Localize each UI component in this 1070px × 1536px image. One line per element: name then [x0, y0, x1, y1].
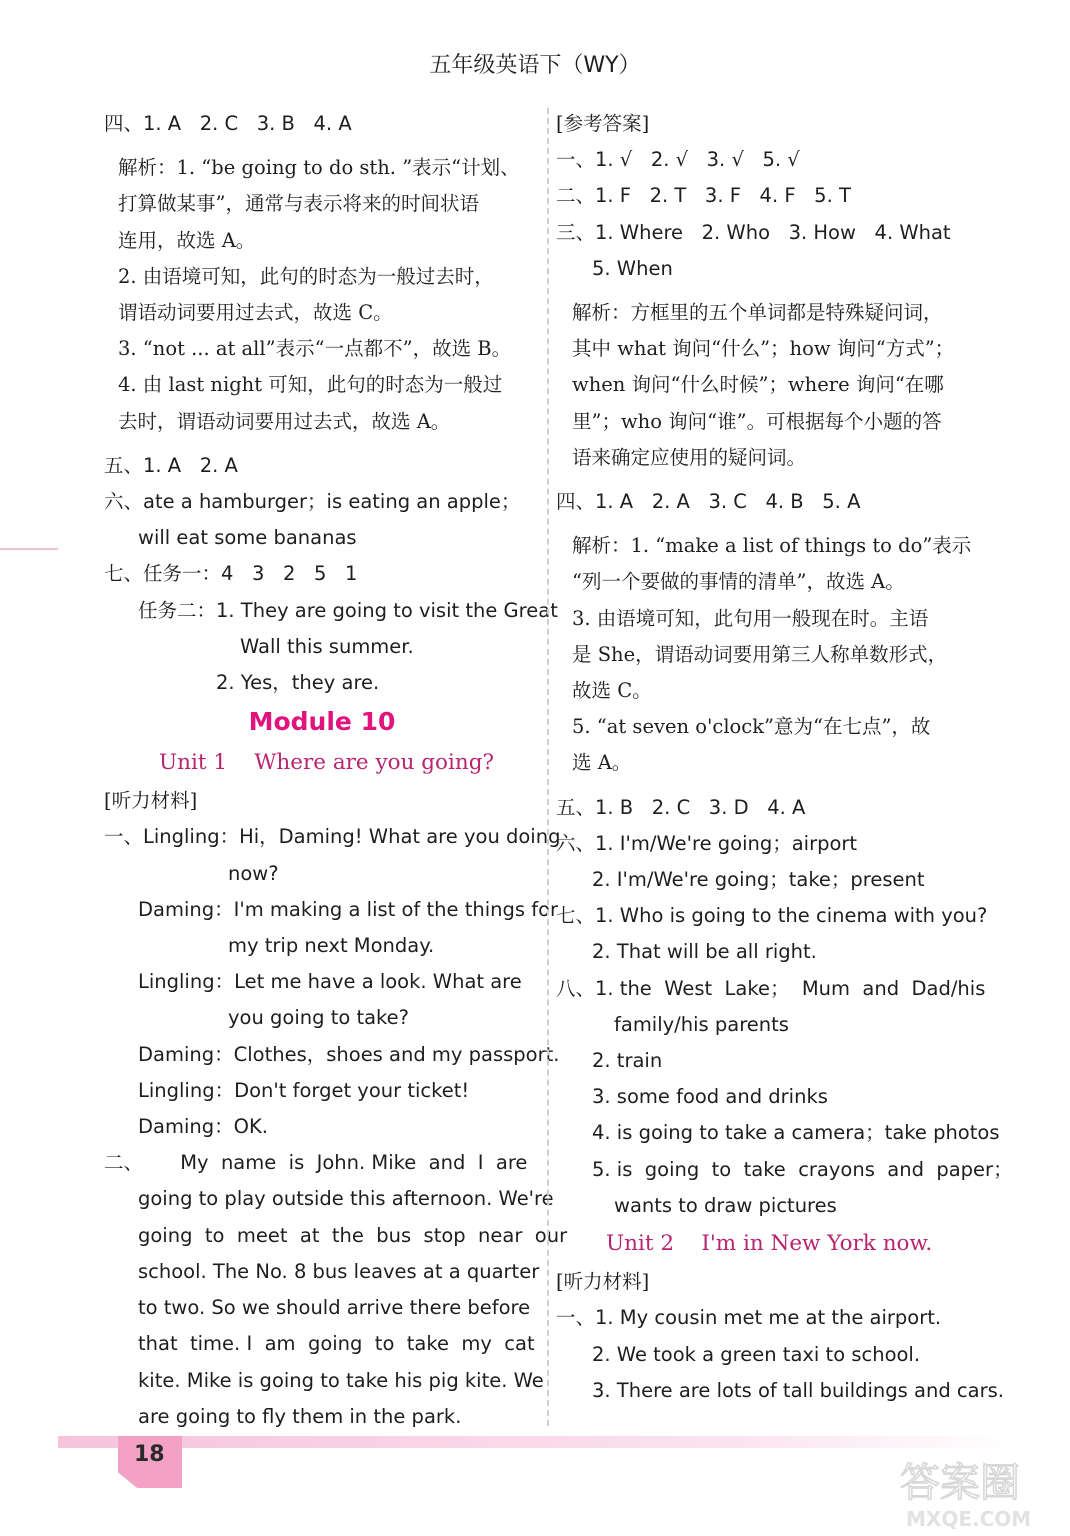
right-column-line: 选 A。 [572, 751, 632, 775]
right-column-line: 5. When [592, 256, 673, 280]
right-column-line: when 询问“什么时候”；where 询问“在哪 [572, 373, 944, 397]
left-column-line: you going to take? [228, 1006, 410, 1030]
left-column-line: Lingling：Don't forget your ticket! [138, 1078, 470, 1102]
column-divider [547, 108, 549, 1426]
right-column-line: [听力材料] [556, 1270, 650, 1294]
right-column-line: 语来确定应使用的疑问词。 [572, 445, 807, 469]
left-column-line: 2. 由语境可知，此句的时态为一般过去时， [118, 264, 494, 288]
spacer [556, 782, 992, 790]
spacer [104, 440, 540, 448]
right-column-line: 是 She，谓语动词要用第三人称单数形式， [572, 642, 948, 666]
left-column-line: Lingling：Let me have a look. What are [138, 970, 522, 994]
left-column-line: Daming：Clothes，shoes and my passport. [138, 1042, 560, 1066]
left-column [104, 106, 568, 1435]
spacer [556, 476, 992, 484]
right-column-line: [参考答案] [556, 112, 650, 135]
right-column-line: “列一个要做的事情的清单”，故选 A。 [572, 570, 905, 594]
right-column-line: 解析：方框里的五个单词都是特殊疑问词， [572, 301, 943, 325]
right-column-line: 五、1. B 2. C 3. D 4. A [556, 795, 806, 819]
right-column-line: 一、1. √ 2. √ 3. √ 5. √ [556, 148, 800, 172]
right-column-line: 3. 由语境可知，此句用一般现在时。主语 [572, 606, 929, 630]
right-column-line: 六、1. I'm/We're going；airport [556, 831, 858, 855]
left-column-line: going to meet at the bus stop near our [138, 1223, 568, 1247]
watermark-text: 答案圈 [900, 1460, 1020, 1506]
watermark-url: MXQE.COM [906, 1507, 1032, 1531]
page-number: 18 [134, 1442, 165, 1467]
left-column-line: 五、1. A 2. A [104, 453, 238, 477]
margin-mark [0, 548, 58, 550]
page-header-title: 五年级英语下（WY） [429, 53, 641, 78]
right-column-line: 解析：1. “make a list of things to do”表示 [572, 534, 972, 558]
spacer [556, 287, 992, 295]
left-column-line: [听力材料] [104, 789, 198, 813]
right-column-line: 3. There are lots of tall buildings and cars. [592, 1378, 1004, 1402]
left-column-line: to two. So we should arrive there before [138, 1296, 531, 1320]
footer-band [58, 1436, 1018, 1448]
right-column-line: 2. That will be all right. [592, 940, 817, 964]
right-column-line: 四、1. A 2. A 3. C 4. B 5. A [556, 490, 861, 514]
left-column-line: 3. “not ... at all”表示“一点都不”，故选 B。 [118, 337, 512, 361]
left-column-line: 七、任务一：4 3 2 5 1 [104, 562, 358, 586]
right-column-line: 3. some food and drinks [592, 1085, 828, 1109]
left-column-line: my trip next Monday. [228, 934, 435, 958]
left-column-line: 4. 由 last night 可知，此句的时态为一般过 [118, 373, 503, 397]
left-column-line: 2. Yes，they are. [216, 671, 380, 695]
left-column-line: 去时，谓语动词要用过去式，故选 A。 [118, 409, 451, 433]
left-column-line: 任务二：1. They are going to visit the Great [138, 598, 558, 622]
left-column-line: 连用，故选 A。 [118, 228, 256, 252]
right-column-line: 5. is going to take crayons and paper； [592, 1157, 1013, 1181]
left-column-line: Unit 1 Where are you going? [159, 750, 494, 776]
left-column-line: are going to fly them in the park. [138, 1404, 462, 1428]
right-column-line: 八、1. the West Lake； Mum and Dad/his [556, 976, 986, 1000]
right-column-line: Unit 2 I'm in New York now. [606, 1231, 933, 1257]
left-column-line: 打算做某事”，通常与表示将来的时间状语 [118, 192, 479, 216]
watermark-logo [892, 1452, 1062, 1532]
left-column-line: 一、Lingling：Hi，Daming! What are you doing [104, 825, 561, 849]
right-column-line: 5. “at seven o'clock”意为“在七点”，故 [572, 715, 931, 739]
right-column-line: 三、1. Where 2. Who 3. How 4. What [556, 220, 951, 244]
right-column-line: 2. train [592, 1049, 663, 1073]
right-column-line: 其中 what 询问“什么”；how 询问“方式”； [572, 337, 955, 361]
left-column-line: now? [228, 861, 279, 885]
right-column-line: 里”；who 询问“谁”。可根据每个小题的答 [572, 409, 942, 433]
right-column-line: 二、1. F 2. T 3. F 4. F 5. T [556, 184, 851, 208]
left-column-line: that time. I am going to take my cat [138, 1332, 535, 1356]
left-column-line: 六、ate a hamburger；is eating an apple； [104, 490, 521, 514]
right-column-line: wants to draw pictures [614, 1193, 837, 1217]
left-column-line: kite. Mike is going to take his pig kite. We [138, 1368, 544, 1392]
right-column-line: 一、1. My cousin met me at the airport. [556, 1306, 942, 1330]
right-column-line: 4. is going to take a camera；take photos [592, 1121, 1000, 1145]
right-column-line: 2. I'm/We're going；take；present [592, 868, 925, 892]
left-column-line: 二、 My name is John. Mike and I are [104, 1151, 528, 1175]
left-column-line: going to play outside this afternoon. We're [138, 1187, 554, 1211]
left-column-line: school. The No. 8 bus leaves at a quarter [138, 1259, 540, 1283]
left-column-line: Module 10 [248, 707, 396, 737]
left-column-line: Daming：I'm making a list of the things for [138, 897, 559, 921]
left-column-line: Daming：OK. [138, 1115, 268, 1139]
left-column-line: 解析：1. “be going to do sth. ”表示“计划、 [118, 156, 520, 180]
right-column [556, 106, 1013, 1409]
spacer [556, 520, 992, 528]
right-column-line: 七、1. Who is going to the cinema with you? [556, 904, 988, 928]
left-column-line: will eat some bananas [138, 526, 357, 550]
left-column-line: 四、1. A 2. C 3. B 4. A [104, 112, 352, 135]
right-column-line: family/his parents [614, 1012, 789, 1036]
right-column-line: 故选 C。 [572, 679, 652, 703]
spacer [104, 142, 540, 150]
left-column-line: Wall this summer. [240, 634, 414, 658]
right-column-line: 2. We took a green taxi to school. [592, 1342, 921, 1366]
left-column-line: 谓语动词要用过去式，故选 C。 [118, 301, 393, 325]
